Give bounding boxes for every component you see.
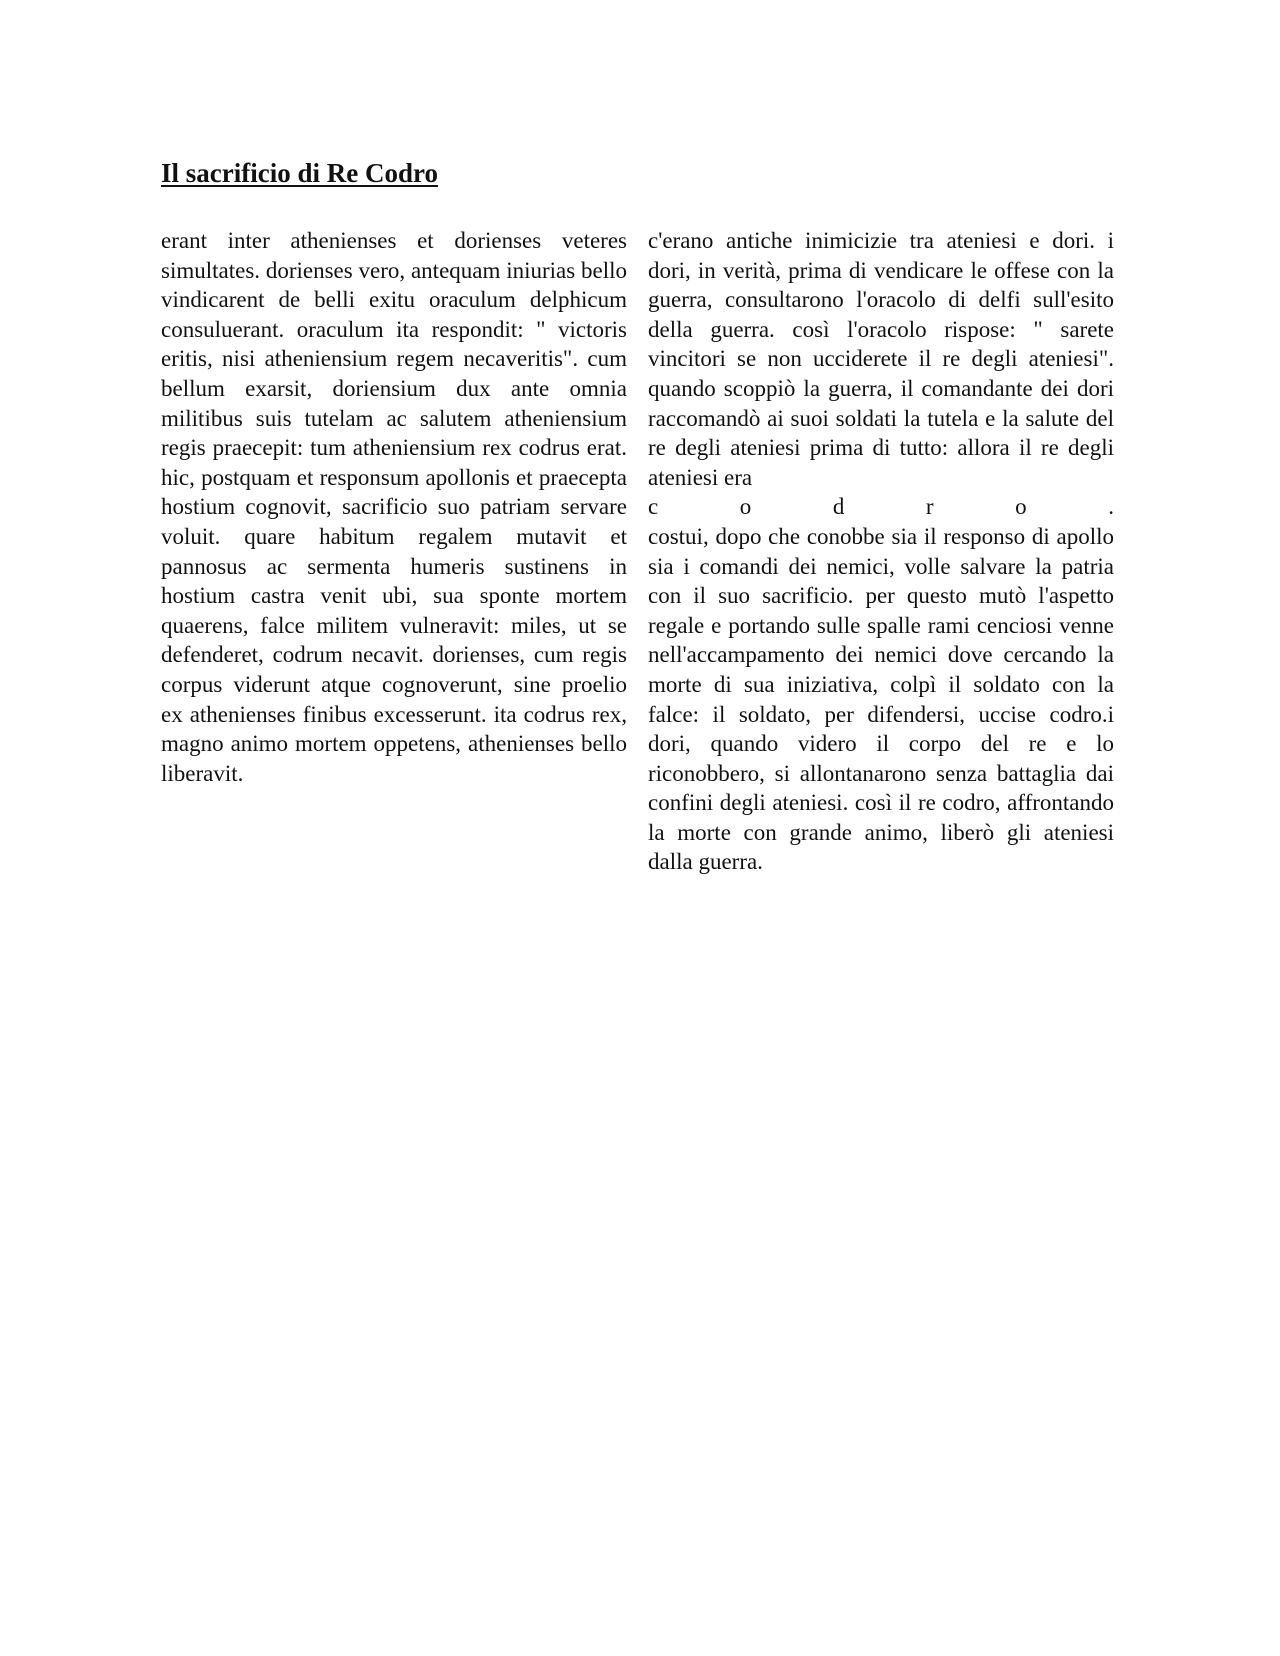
latin-text-column — [161, 226, 627, 788]
italian-text-spaced-line: c o d r o . — [648, 494, 1114, 520]
latin-text: erant inter athenienses et dorienses veteres simultates. dorienses vero, antequam iniurias bello vindicarent de belli exitu oraculum delphicum consuluerant. oraculum ita respondit: " victoris eritis, nisi atheniensium regem necaveritis". cum bellum exarsit, doriensium dux ante omnia militibus suis tutelam ac salutem atheniensium regis praecepit: tum atheniensium rex codrus erat. hic, postquam et responsum apollonis et praecepta hostium cognovit, sacrificio suo patriam servare voluit. quare habitum regalem mutavit et pannosus ac sermenta humeris sustinens in hostium castra venit ubi, sua sponte mortem quaerens, falce militem vulneravit: miles, ut se defenderet, codrum necavit. dorienses, cum regis corpus viderunt atque cognoverunt, sine proelio ex athenienses finibus excesserunt. ita codrus rex, magno animo mortem oppetens, athenienses bello liberavit. — [161, 228, 627, 786]
italian-text-part2: costui, dopo che conobbe sia il responso di apollo sia i comandi dei nemici, volle salvare la patria con il suo sacrificio. per questo mutò l'aspetto regale e portando sulle spalle rami cenciosi venne nell'accampamento dei nemici dove cercando la morte di sua iniziativa, colpì il soldato con la falce: il soldato, per difendersi, uccise codro.i dori, quando videro il corpo del re e lo riconobbero, si allontanarono senza battaglia dai confini degli ateniesi. così il re codro, affrontando la morte con grande animo, liberò gli ateniesi dalla guerra. — [648, 523, 1114, 875]
italian-translation-column — [648, 226, 1114, 877]
document-title: Il sacrificio di Re Codro — [161, 158, 438, 188]
italian-text-part1: c'erano antiche inimicizie tra ateniesi e dori. i dori, in verità, prima di vendicare le offese con la guerra, consultarono l'oracolo di delfi sull'esito della guerra. così l'oracolo rispose: " sarete vincitori se non ucciderete il re degli ateniesi". quando scoppiò la guerra, il comandante dei dori raccomandò ai suoi soldati la tutela e la salute del re degli ateniesi prima di tutto: allora il re degli ateniesi era — [648, 228, 1114, 490]
